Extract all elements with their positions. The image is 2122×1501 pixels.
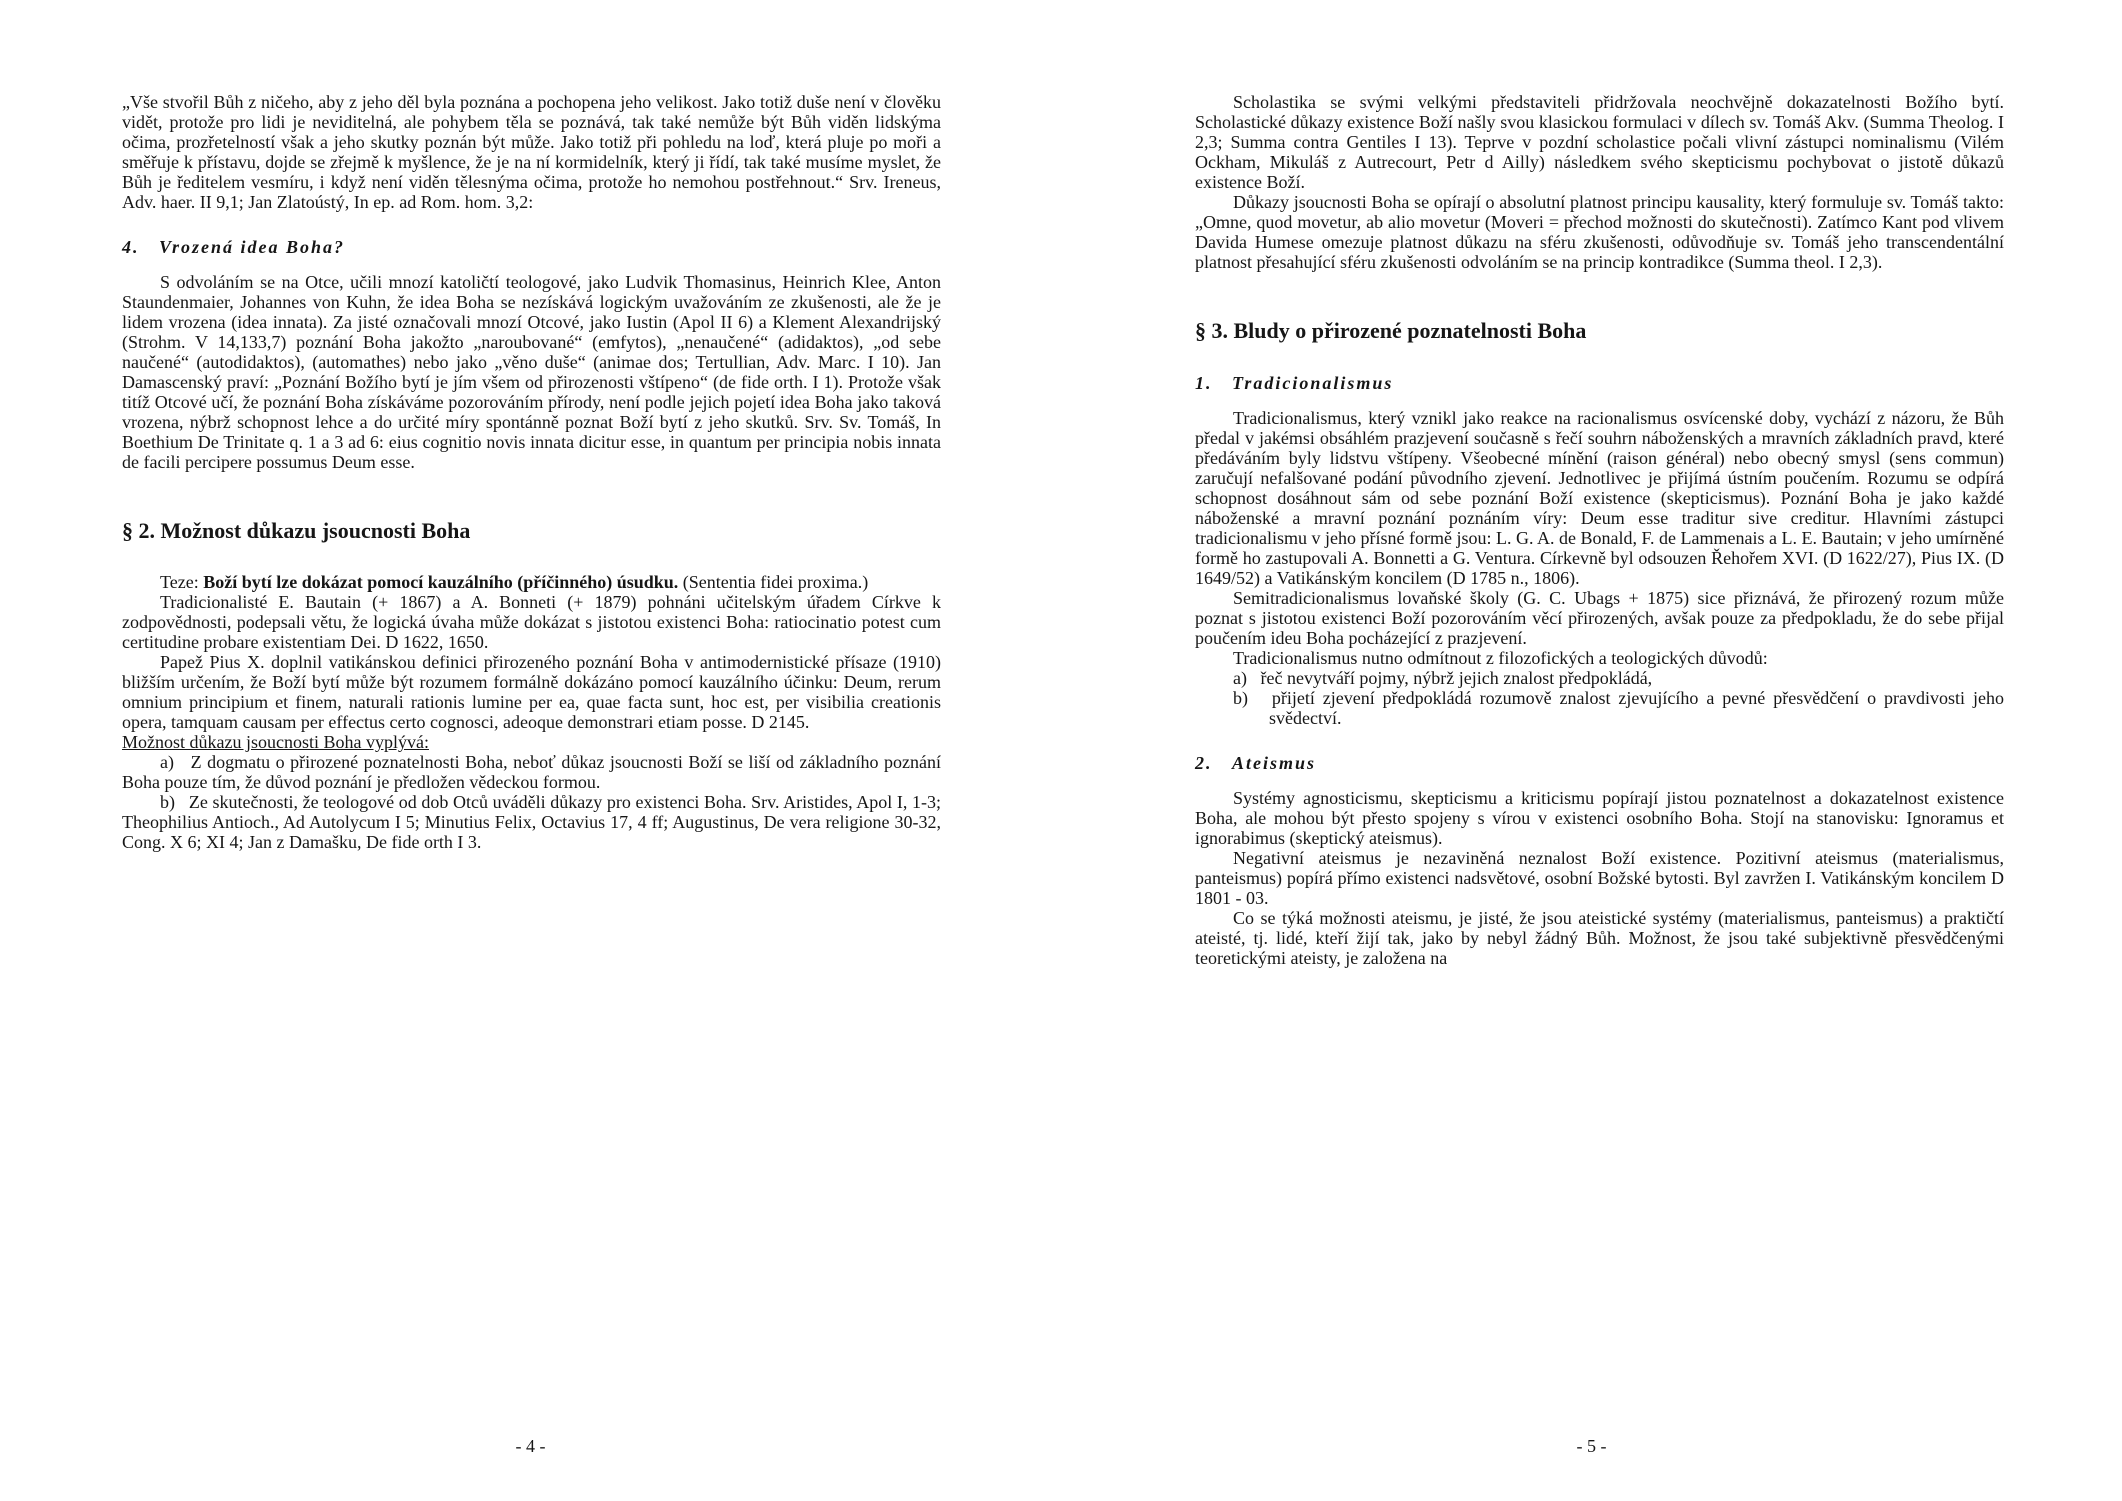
page-5 — [1061, 0, 2122, 1501]
thesis-label: Teze: — [160, 572, 204, 592]
paragraph-negative-atheism: Negativní ateismus je nezaviněná neznalost Boží existence. Pozitivní ateismus (materialismus, panteismus) popírá přímo existenci nadsvětové, osobní Božské bytosti. Byl zavržen I. Vatikánským koncilem D 1801 - 03. — [1195, 848, 2004, 908]
heading-vrozena-idea-boha: 4. Vrozená idea Boha? — [122, 237, 346, 257]
heading-ateismus: 2. Ateismus — [1195, 753, 1317, 773]
heading-section-3: § 3. Bludy o přirozené poznatelnosti Boha — [1195, 318, 1587, 343]
thesis-note: (Sententia fidei proxima.) — [678, 572, 869, 592]
rejection-item-a: a) řeč nevytváří pojmy, nýbrž jejich znalost předpokládá, — [1233, 668, 1653, 688]
thesis-paragraph — [122, 572, 941, 592]
heading-section-2: § 2. Možnost důkazu jsoucnosti Boha — [122, 518, 471, 543]
paragraph-traditionalism: Tradicionalismus, který vznikl jako reakce na racionalismus osvícenské doby, vychází z názoru, že Bůh předal v jakémsi obsáhlém prazjevení současně s řečí souhrn náboženských a mravních základních pravd, které předáváním byly lidstvu vštípeny. Všeobecné mínění (raison général) nebo obecný smysl (sens commun) zaručují nefalšované podání původního zjevení. Jednotlivec je přijímá ústním poučením. Rozumu se odpírá schopnost dosáhnout sám od sebe poznání Boží existence (skepticismus). Poznání Boha je jako každé náboženské a mravní poznání poznáním víry: Deum esse traditur sive creditur. Hlavními zástupci tradicionalismu v jeho přísné formě jsou: L. G. A. de Bonald, F. de Lammenais a L. E. Bautain; v jeho umírněné formě ho zastupovali A. Bonnetti a G. Ventura. Církevně byl odsouzen Řehořem XVI. (D 1622/27), Pius IX. (D 1649/52) a Vatikánským koncilem (D 1785 n., 1806). — [1195, 408, 2004, 588]
quote-paragraph: „Vše stvořil Bůh z ničeho, aby z jeho děl byla poznána a pochopena jeho velikost. Jako totiž duše není v člověku vidět, protože pro lidi je neviditelná, ale pohybem těla se poznává, tak také nemůže být Bůh viděn lidskýma očima, prozřetelností však a jeho skutky poznán být může. Jako totiž při pohledu na loď, která pluje po moři a směřuje k přístavu, dojde se zřejmě k myšlence, že je na ní kormidelník, který ji řídí, tak také musíme myslet, že Bůh je ředitelem vesmíru, i když není viděn tělesnýma očima, protože ho nemohou postřehnout.“ Srv. Ireneus, Adv. haer. II 9,1; Jan Zlatoústý, In ep. ad Rom. hom. 3,2: — [122, 92, 941, 212]
paragraph-semitraditionalism: Semitradicionalismus lovaňské školy (G. C. Ubags + 1875) sice přiznává, že přirozený rozum může poznat s jistotou existenci Boží pozorováním věcí přirozených, avšak pouze za předpokladu, že do sebe přijal poučením ideu Boha pocházející z prazjevení. — [1195, 588, 2004, 648]
heading-tradicionalismus: 1. Tradicionalismus — [1195, 373, 1394, 393]
underlined-lead-line: Možnost důkazu jsoucnosti Boha vyplývá: — [122, 732, 429, 752]
paragraph-rejection-lead: Tradicionalismus nutno odmítnout z filozofických a teologických důvodů: — [1233, 648, 1768, 668]
rejection-item-b: b) přijetí zjevení předpokládá rozumově znalost zjevujícího a pevné přesvědčení o pravdivosti jeho svědectví. — [1233, 688, 2004, 728]
thesis-statement: Boží bytí lze dokázat pomocí kauzálního (příčinného) úsudku. — [203, 572, 679, 592]
paragraph-atheism-systems: Systémy agnosticismu, skepticismu a kriticismu popírají jistou poznatelnost a dokazatelnost existence Boha, ale mohou být přesto spojeny s vírou v existenci osobního Boha. Stojí na stanovisku: Ignoramus et ignorabimus (skeptický ateismus). — [1195, 788, 2004, 848]
paragraph-pope-pius-x: Papež Pius X. doplnil vatikánskou definici přirozeného poznání Boha v antimodernistické přísaze (1910) bližším určením, že Boží bytí může být rozumem formálně dokázáno pomocí kauzálního účinku: Deum, rerum omnium principium et finem, naturali rationis lumine per ea, quae facta sunt, hoc est, per visibilia creationis opera, tamquam causam per effectus certo cognosci, adeoque demonstrari etiam posse. D 2145. — [122, 652, 941, 732]
paragraph-innate-idea: S odvoláním se na Otce, učili mnozí katoličtí teologové, jako Ludvik Thomasinus, Heinrich Klee, Anton Staundenmaier, Johannes von Kuhn, že idea Boha se nezískává logickým uvažováním ze zkušenosti, ale že je lidem vrozena (idea innata). Za jisté označovali mnozí Otcové, jako Iustin (Apol II 6) a Klement Alexandrijský (Strohm. V 14,133,7) poznání Boha jakožto „naroubované“ (emfytos), „nenaučené“ (adidaktos), „od sebe naučené“ (autodidaktos), (automathes) nebo jako „věno duše“ (animae dos; Tertullian, Adv. Marc. I 10). Jan Damascenský praví: „Poznání Božího bytí je jím všem od přirozenosti vštípeno“ (de fide orth. I 1). Protože však titíž Otcové učí, že poznání Boha získáváme pozorováním přírody, není podle jejich pojetí idea Boha jako taková vrozena, nýbrž schopnost lehce a do určité míry spontánně poznat Boží bytí z jeho skutků. Srv. Sv. Tomáš, In Boethium De Trinitate q. 1 a 3 ad 6: eius cognitio novis innata dicitur esse, in quantum per principia nobis innata de facili percipere possumus Deum esse. — [122, 272, 941, 472]
paragraph-traditionalists: Tradicionalisté E. Bautain (+ 1867) a A. Bonneti (+ 1879) pohnáni učitelským úřadem Církve k zodpovědnosti, podepsali větu, že logická úvaha může dokázat s jistotou existenci Boha: ratiocinatio potest cum certitudine probare existentiam Dei. D 1622, 1650. — [122, 592, 941, 652]
page-number-right: - 5 - — [1576, 1436, 1607, 1456]
paragraph-scholastics: Scholastika se svými velkými představiteli přidržovala neochvějně dokazatelnosti Božího bytí. Scholastické důkazy existence Boží našly svou klasickou formulaci v dílech sv. Tomáš Akv. (Summa Theolog. I 2,3; Summa contra Gentiles I 13). Teprve v pozdní scholastice počali vlivní zástupci nominalismu (Vilém Ockham, Mikuláš z Autrecourt, Petr d Ailly) následkem svého skepticismu pochybovat o jistotě důkazů existence Boží. — [1195, 92, 2004, 192]
list-item-a: a) Z dogmatu o přirozené poznatelnosti Boha, neboť důkaz jsoucnosti Boží se liší od základního poznání Boha pouze tím, že důvod poznání je předložen vědeckou formou. — [122, 752, 941, 792]
list-item-b: b) Ze skutečnosti, že teologové od dob Otců uváděli důkazy pro existenci Boha. Srv. Aristides, Apol I, 1-3; Theophilius Antioch., Ad Autolycum I 5; Minutius Felix, Octavius 17, 4 ff; Augustinus, De vera religione 30-32, Cong. X 6; XI 4; Jan z Damašku, De fide orth I 3. — [122, 792, 941, 852]
paragraph-atheism-possibility: Co se týká možnosti ateismu, je jisté, že jsou ateistické systémy (materialismus, panteismus) a praktičtí ateisté, tj. lidé, kteří žijí tak, jako by nebyl žádný Bůh. Možnost, že jsou také subjektivně přesvědčenými teoretickými ateisty, je založena na — [1195, 908, 2004, 968]
paragraph-causality-principle: Důkazy jsoucnosti Boha se opírají o absolutní platnost principu kausality, který formuluje sv. Tomáš takto: „Omne, quod movetur, ab alio movetur (Moveri = přechod možnosti do skutečnosti). Zatímco Kant pod vlivem Davida Humese omezuje platnost důkazu na sféru zkušenosti, odůvodňuje sv. Tomáš jeho transcendentální platnost přesahující sféru zkušenosti odvoláním se na princip kontradikce (Summa theol. I 2,3). — [1195, 192, 2004, 272]
page-number-left: - 4 - — [515, 1436, 546, 1456]
